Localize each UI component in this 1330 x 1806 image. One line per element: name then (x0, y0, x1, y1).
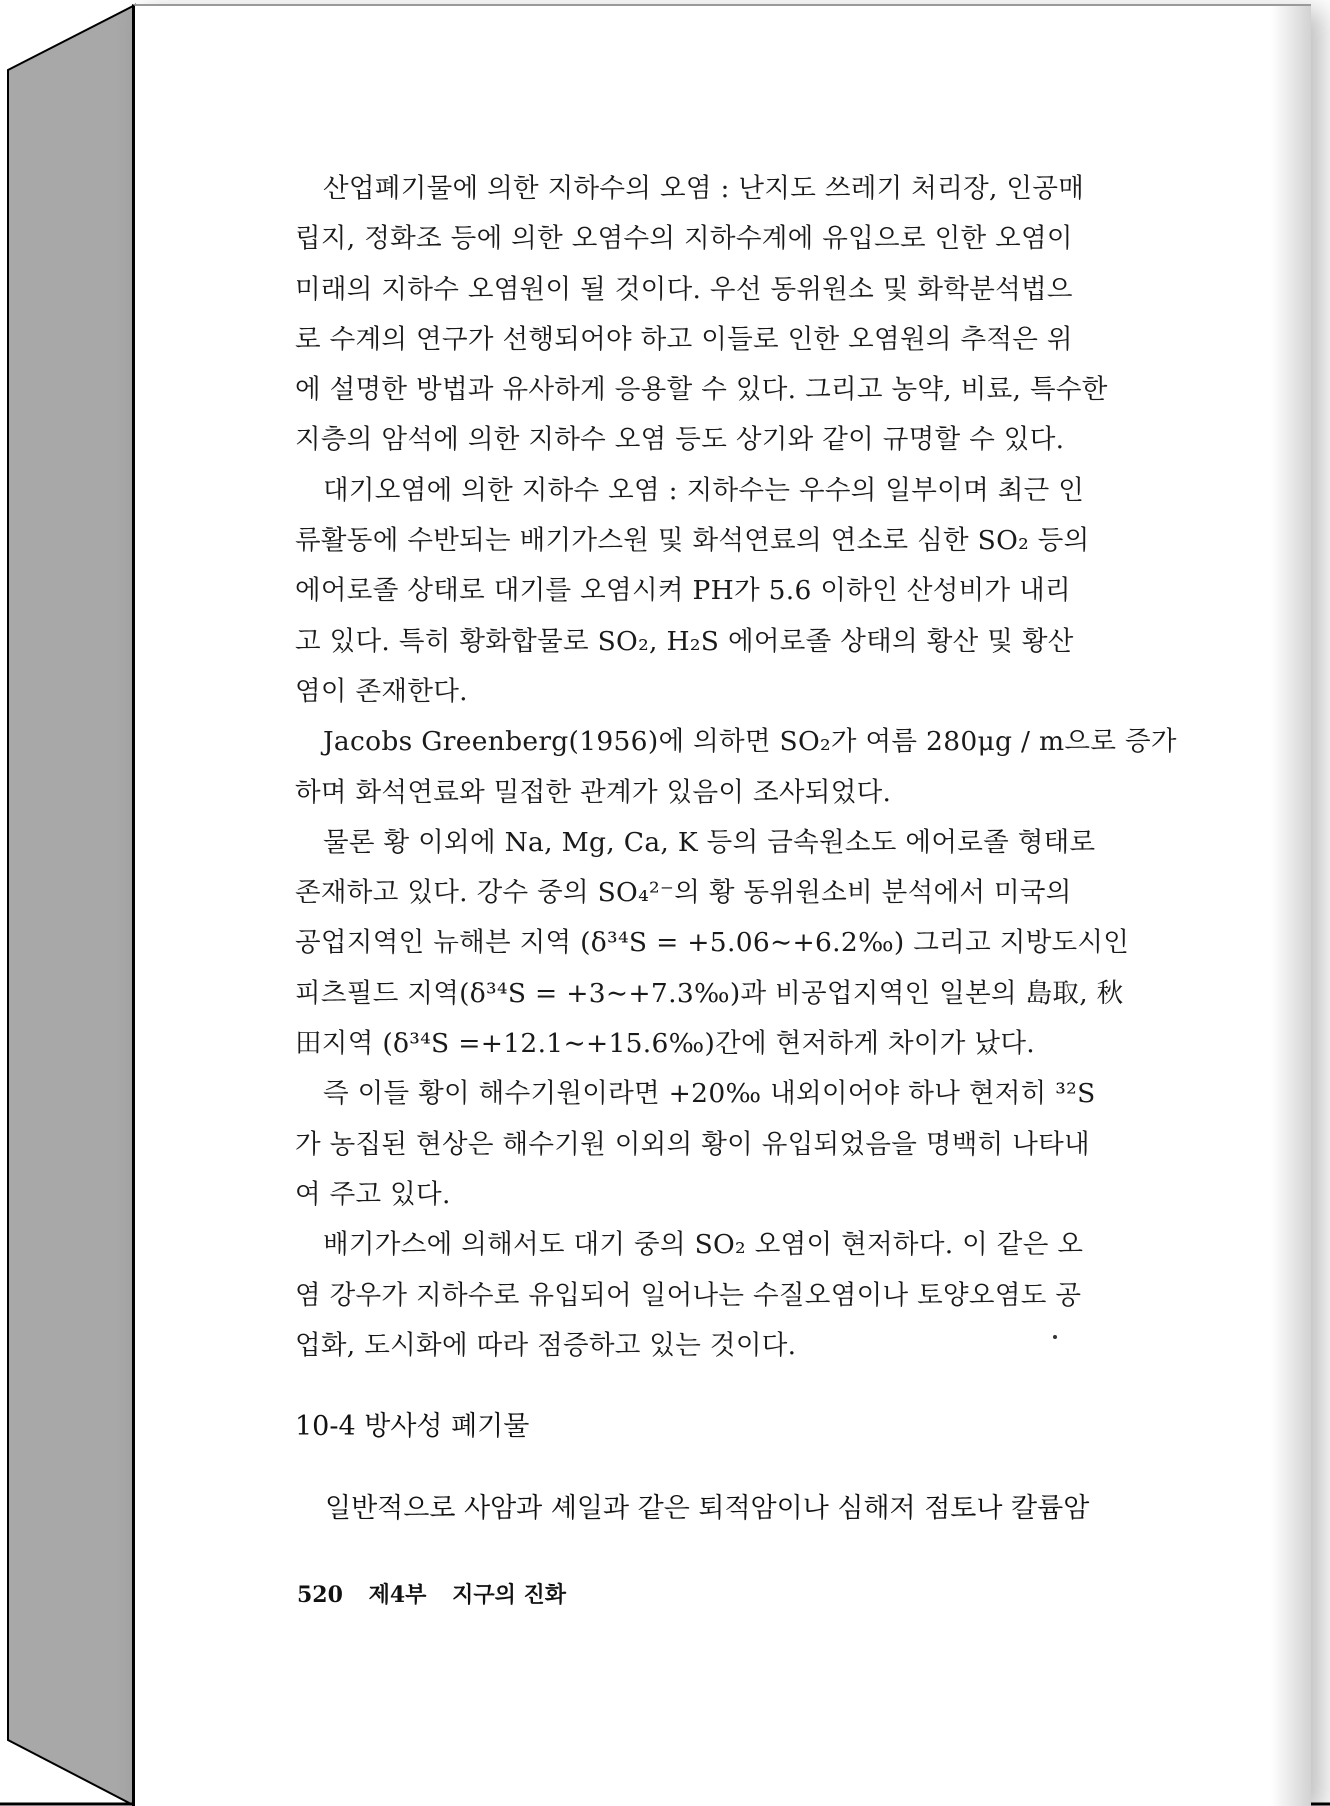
page-number: 520 (297, 1582, 343, 1608)
paragraph-industrial-waste: 산업폐기물에 의한 지하수의 오염 : 난지도 쓰레기 처리장, 인공매 립지, 정화조 등에 의한 오염수의 지하수계에 유입으로 인한 오염이 미래의 지하수 오염원이 될 것이다. 우선 동위원소 및 화학분석법으 로 수계의 연구가 선행되어야 하고 이들로 인한 오염원의 추적은 위 에 설명한 방법과 유사하게 응용할 수 있다. 그리고 농약, 비료, 특수한 지층의 암석에 의한 지하수 오염 등도 상기와 같이 규명할 수 있다. (295, 173, 1108, 456)
stray-dot (1053, 1335, 1057, 1339)
footer-chapter: 지구의 진화 (452, 1582, 567, 1608)
body-text (295, 164, 1177, 1371)
footer-part: 제4부 (368, 1582, 427, 1608)
paragraph-air-pollution: 대기오염에 의한 지하수 오염 : 지하수는 우수의 일부이며 최근 인 류활동에 수반되는 배기가스원 및 화석연료의 연소로 심한 SO₂ 등의 에어로졸 상태로 대기를 오염시켜 PH가 5.6 이하인 산성비가 내리 고 있다. 특히 황화합물로 SO₂, H₂S 에어로졸 상태의 황산 및 황산 염이 존재한다. (295, 474, 1090, 707)
paragraph-seawater-origin: 즉 이들 황이 해수기원이라면 +20‰ 내외이어야 하나 현저히 ³²S 가 농집된 현상은 해수기원 이외의 황이 유입되었음을 명백히 나타내 여 주고 있다. (295, 1078, 1096, 1210)
page-footer (297, 1578, 584, 1609)
page-edge-shadow (1271, 6, 1311, 1806)
paragraph-metal-elements: 물론 황 이외에 Na, Mg, Ca, K 등의 금속원소도 에어로졸 형태로 존재하고 있다. 강수 중의 SO₄²⁻의 황 동위원소비 분석에서 미국의 공업지역인 뉴해븐 지역 (δ³⁴S = +5.06∼+6.2‰) 그리고 지방도시인 피츠필드 지역(δ³⁴S = +3∼+7.3‰)과 비공업지역인 일본의 島取, 秋 田지역 (δ³⁴S =+12.1∼+15.6‰)간에 현저하게 차이가 났다. (295, 826, 1130, 1060)
paragraph-exhaust-gas: 배기가스에 의해서도 대기 중의 SO₂ 오염이 현저하다. 이 같은 오 염 강우가 지하수로 유입되어 일어나는 수질오염이나 토양오염도 공 업화, 도시화에 따라 점증하고 있는 것이다. (295, 1229, 1084, 1361)
paragraph-greenberg: Jacobs Greenberg(1956)에 의하면 SO₂가 여름 280μg / m으로 증가 하며 화석연료와 밀접한 관계가 있음이 조사되었다. (295, 726, 1177, 808)
section-heading: 10-4 방사성 폐기물 (295, 1411, 530, 1442)
book-page (132, 4, 1311, 1806)
next-paragraph-start: 일반적으로 사암과 셰일과 같은 퇴적암이나 심해저 점토나 칼륨암 (325, 1493, 1090, 1524)
